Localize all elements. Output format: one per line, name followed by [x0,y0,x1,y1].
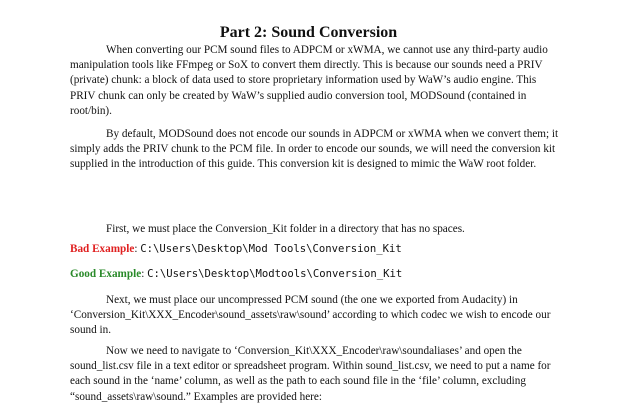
bad-example-line [70,242,570,257]
paragraph-sound-list: Now we need to navigate to ‘Conversion_Kit\XXX_Encoder\raw\soundaliases’ and open the sound_list.csv file in a text editor or spreadsheet program. Within sound_list.csv, we need to put a name for each sound in the ‘name’ column, as well as the path to each sound file in the ‘file’ column, excluding “sound_assets\raw\sound.” Examples are provided here: [70,345,551,403]
paragraph-default-behavior: By default, MODSound does not encode our sounds in ADPCM or xWMA when we convert them; it simply adds the PRIV chunk to the PCM file. In order to encode our sounds, we will need the conversion kit supplied in the introduction of this guide. This conversion kit is designed to mimic the WaW root folder. [70,128,559,171]
paragraph-place-sound: Next, we must place our uncompressed PCM sound (the one we exported from Audacity) in ‘Conversion_Kit\XXX_Encoder\sound_assets\raw\sound’ according to which codec we wish to encode our sound in. [70,294,551,337]
good-example-line [70,267,570,282]
good-example-separator: : [141,268,145,280]
bad-example-path: C:\Users\Desktop\Mod Tools\Conversion_Kit [140,243,402,255]
bad-example-label: Bad Example [70,243,135,255]
page-title: Part 2: Sound Conversion [219,24,398,41]
good-example-path: C:\Users\Desktop\Modtools\Conversion_Kit [147,268,403,280]
good-example-label: Good Example [70,268,142,280]
bad-example-separator: : [134,243,138,255]
paragraph-place-folder: First, we must place the Conversion_Kit folder in a directory that has no spaces. [106,223,465,235]
paragraph-intro: When converting our PCM sound files to ADPCM or xWMA, we cannot use any third-party audio manipulation tools like FFmpeg or SoX to convert them directly. This is because our sounds need a PRIV (private) chunk: a block of data used to store proprietary information used by WaW’s audio engine. This PRIV chunk can only be created by WaW’s supplied audio conversion tool, MODSound (contained in root/bin). [70,44,548,117]
